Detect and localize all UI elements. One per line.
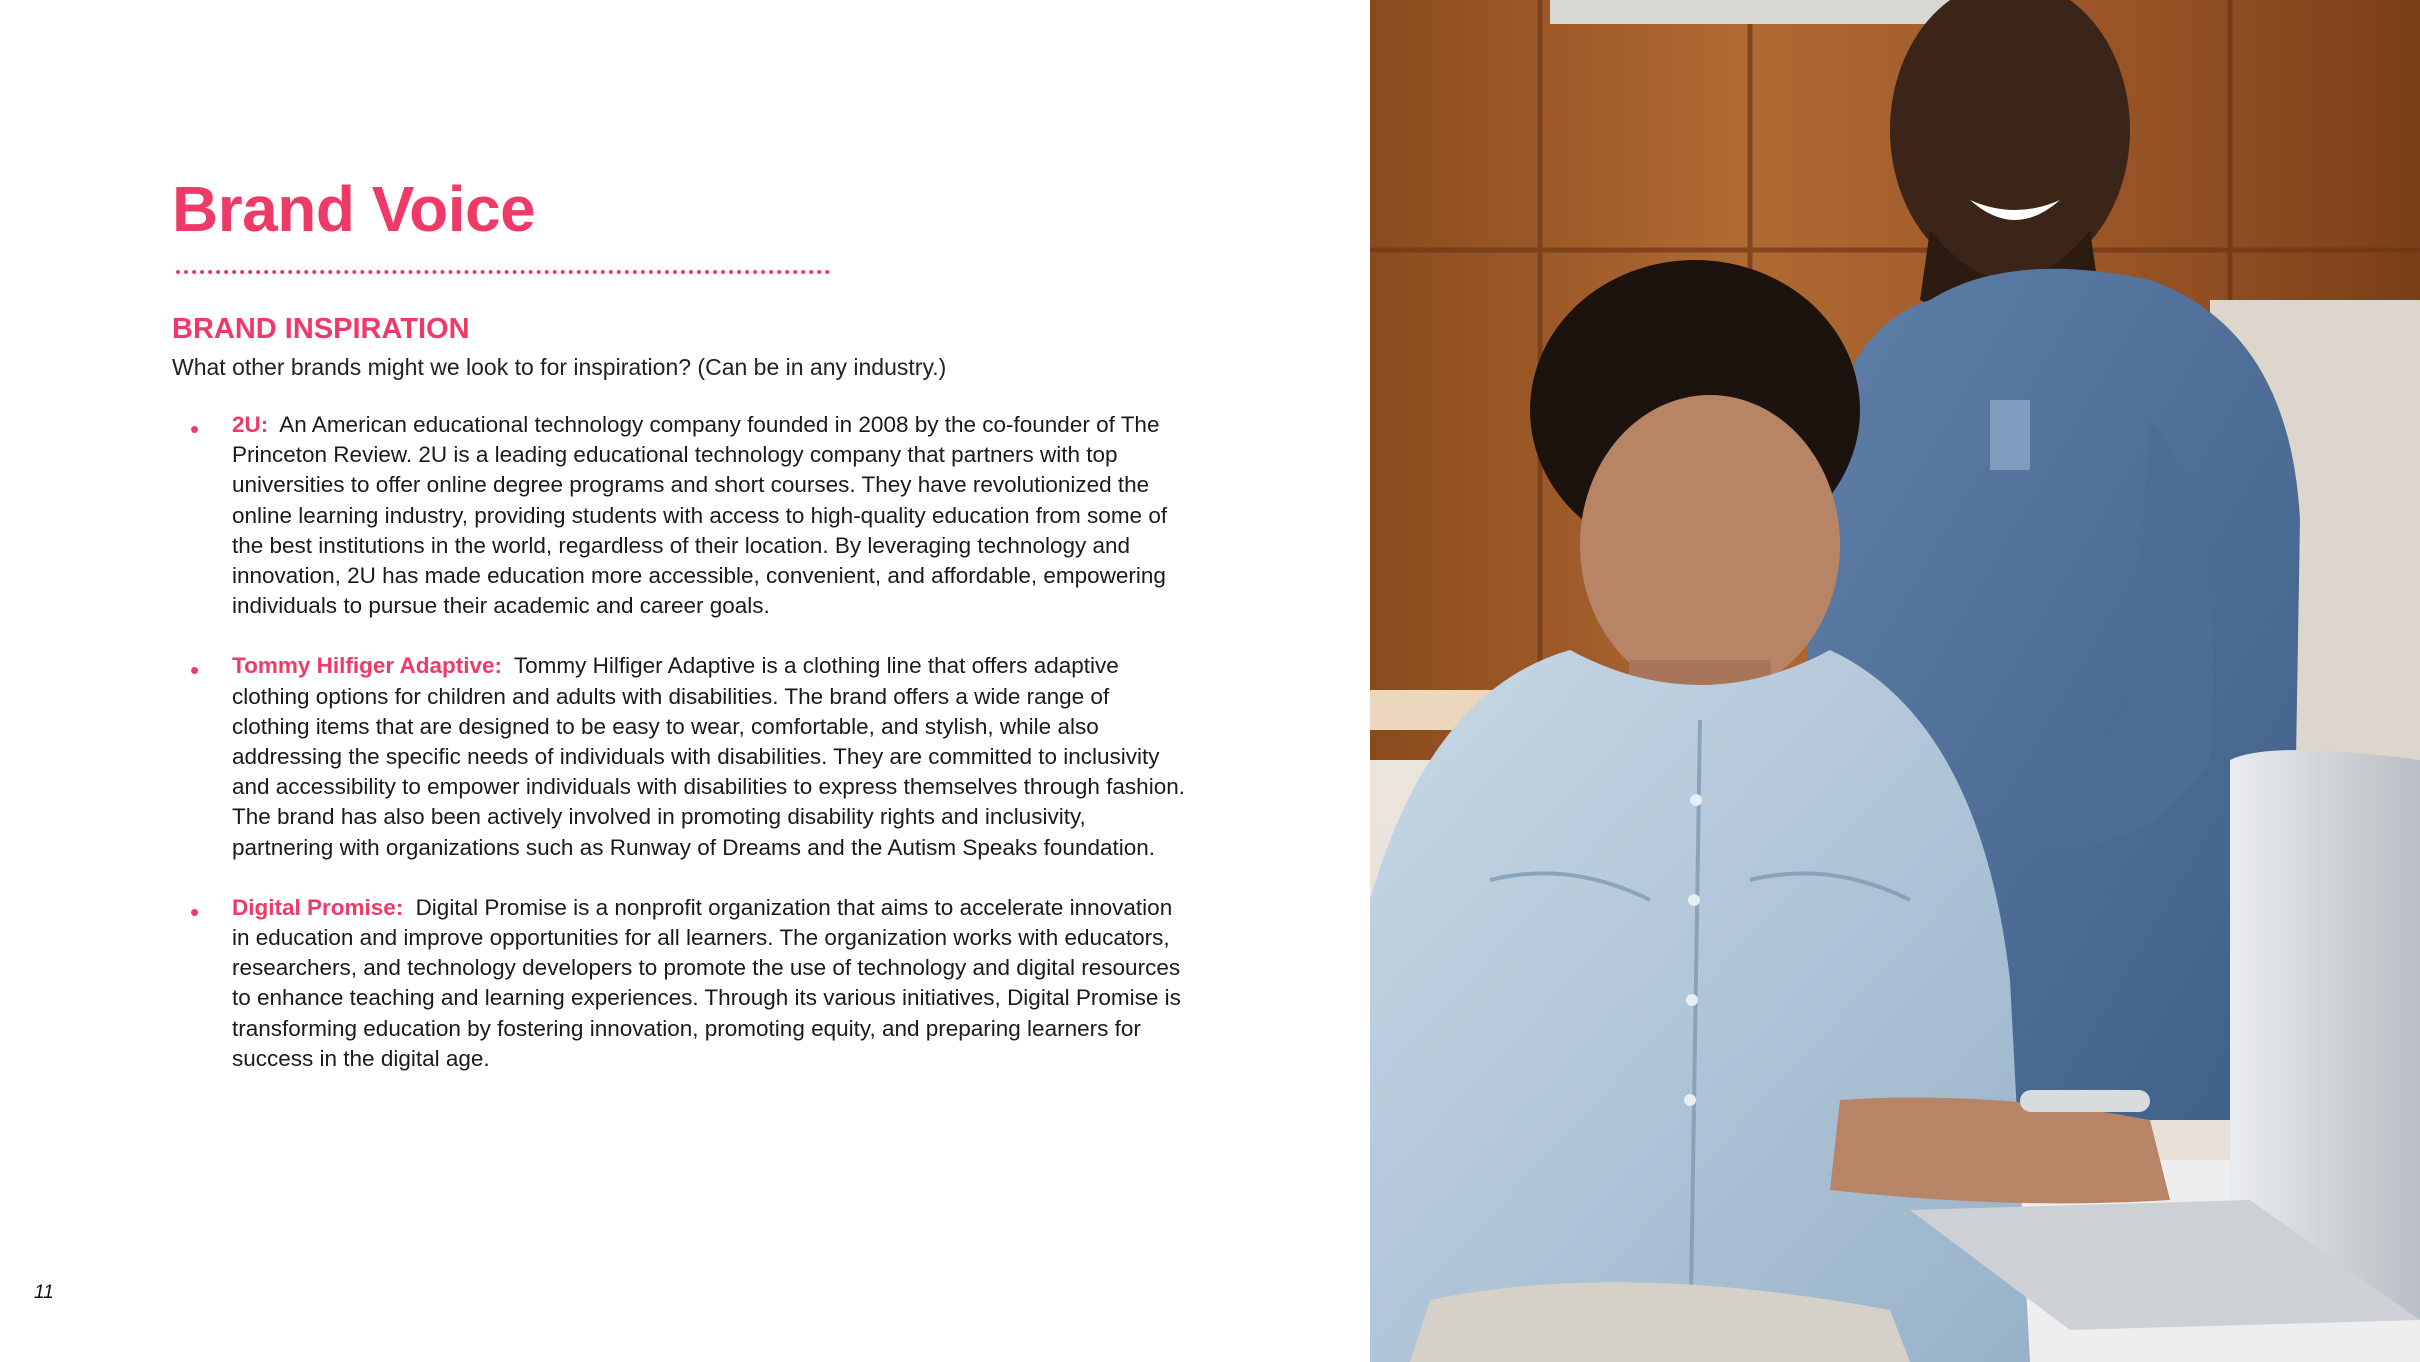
list-item-digital-promise [190, 893, 1190, 1074]
inspiration-list [190, 410, 1190, 1104]
bullet-dot-icon: • [190, 896, 200, 927]
brand-name: Tommy Hilfiger Adaptive: [232, 653, 503, 679]
page-number: 11 [34, 1282, 54, 1303]
section-question: What other brands might we look to for inspiration? (Can be in any industry.) [172, 354, 947, 380]
brand-name: Digital Promise: [232, 894, 404, 920]
photo-illustration [1370, 0, 2420, 1362]
section-heading: BRAND INSPIRATION [172, 313, 470, 345]
brand-description: Digital Promise is a nonprofit organization that aims to accelerate innovation in education and improve opportunities for all learners. The organization works with educators, researchers, and technology developers to promote the use of technology and digital resources to enhance teaching and learning experiences. Through its various initiatives, Digital Promise is transforming education by fostering innovation, promoting equity, and preparing learners for success in the digital age. [232, 894, 1181, 1071]
bullet-dot-icon: • [190, 414, 200, 444]
hero-photo [1370, 0, 2420, 1362]
bullet-dot-icon: • [190, 655, 200, 686]
brand-description: Tommy Hilfiger Adaptive is a clothing line that offers adaptive clothing options for children and adults with disabilities. The brand offers a wide range of clothing items that are designed to be easy to wear, comfortable, and stylish, while also addressing the specific needs of individuals with disabilities. They are committed to inclusivity and accessibility to empower individuals with disabilities to express themselves through fashion. The brand has also been actively involved in promoting disability rights and inclusivity, partnering with organizations such as Runway of Dreams and the Autism Speaks foundation. [232, 653, 1185, 860]
list-item-tommy-hilfiger-adaptive [190, 651, 1190, 862]
list-item-2u [190, 410, 1190, 621]
dotted-divider [176, 270, 830, 274]
brand-name: 2U: [232, 412, 269, 437]
list-item-text [232, 410, 1190, 621]
list-item-text [232, 893, 1190, 1074]
list-item-text [232, 651, 1190, 862]
brand-description: An American educational technology company founded in 2008 by the co-founder of The Princeton Review. 2U is a leading educational technology company that partners with top universities to offer online degree programs and short courses. They have revolutionized the online learning industry, providing students with access to high-quality education from some of the best institutions in the world, regardless of their location. By leveraging technology and innovation, 2U has made education more accessible, convenient, and affordable, empowering individuals to pursue their academic and career goals. [232, 412, 1168, 619]
page-title: Brand Voice [172, 173, 536, 245]
